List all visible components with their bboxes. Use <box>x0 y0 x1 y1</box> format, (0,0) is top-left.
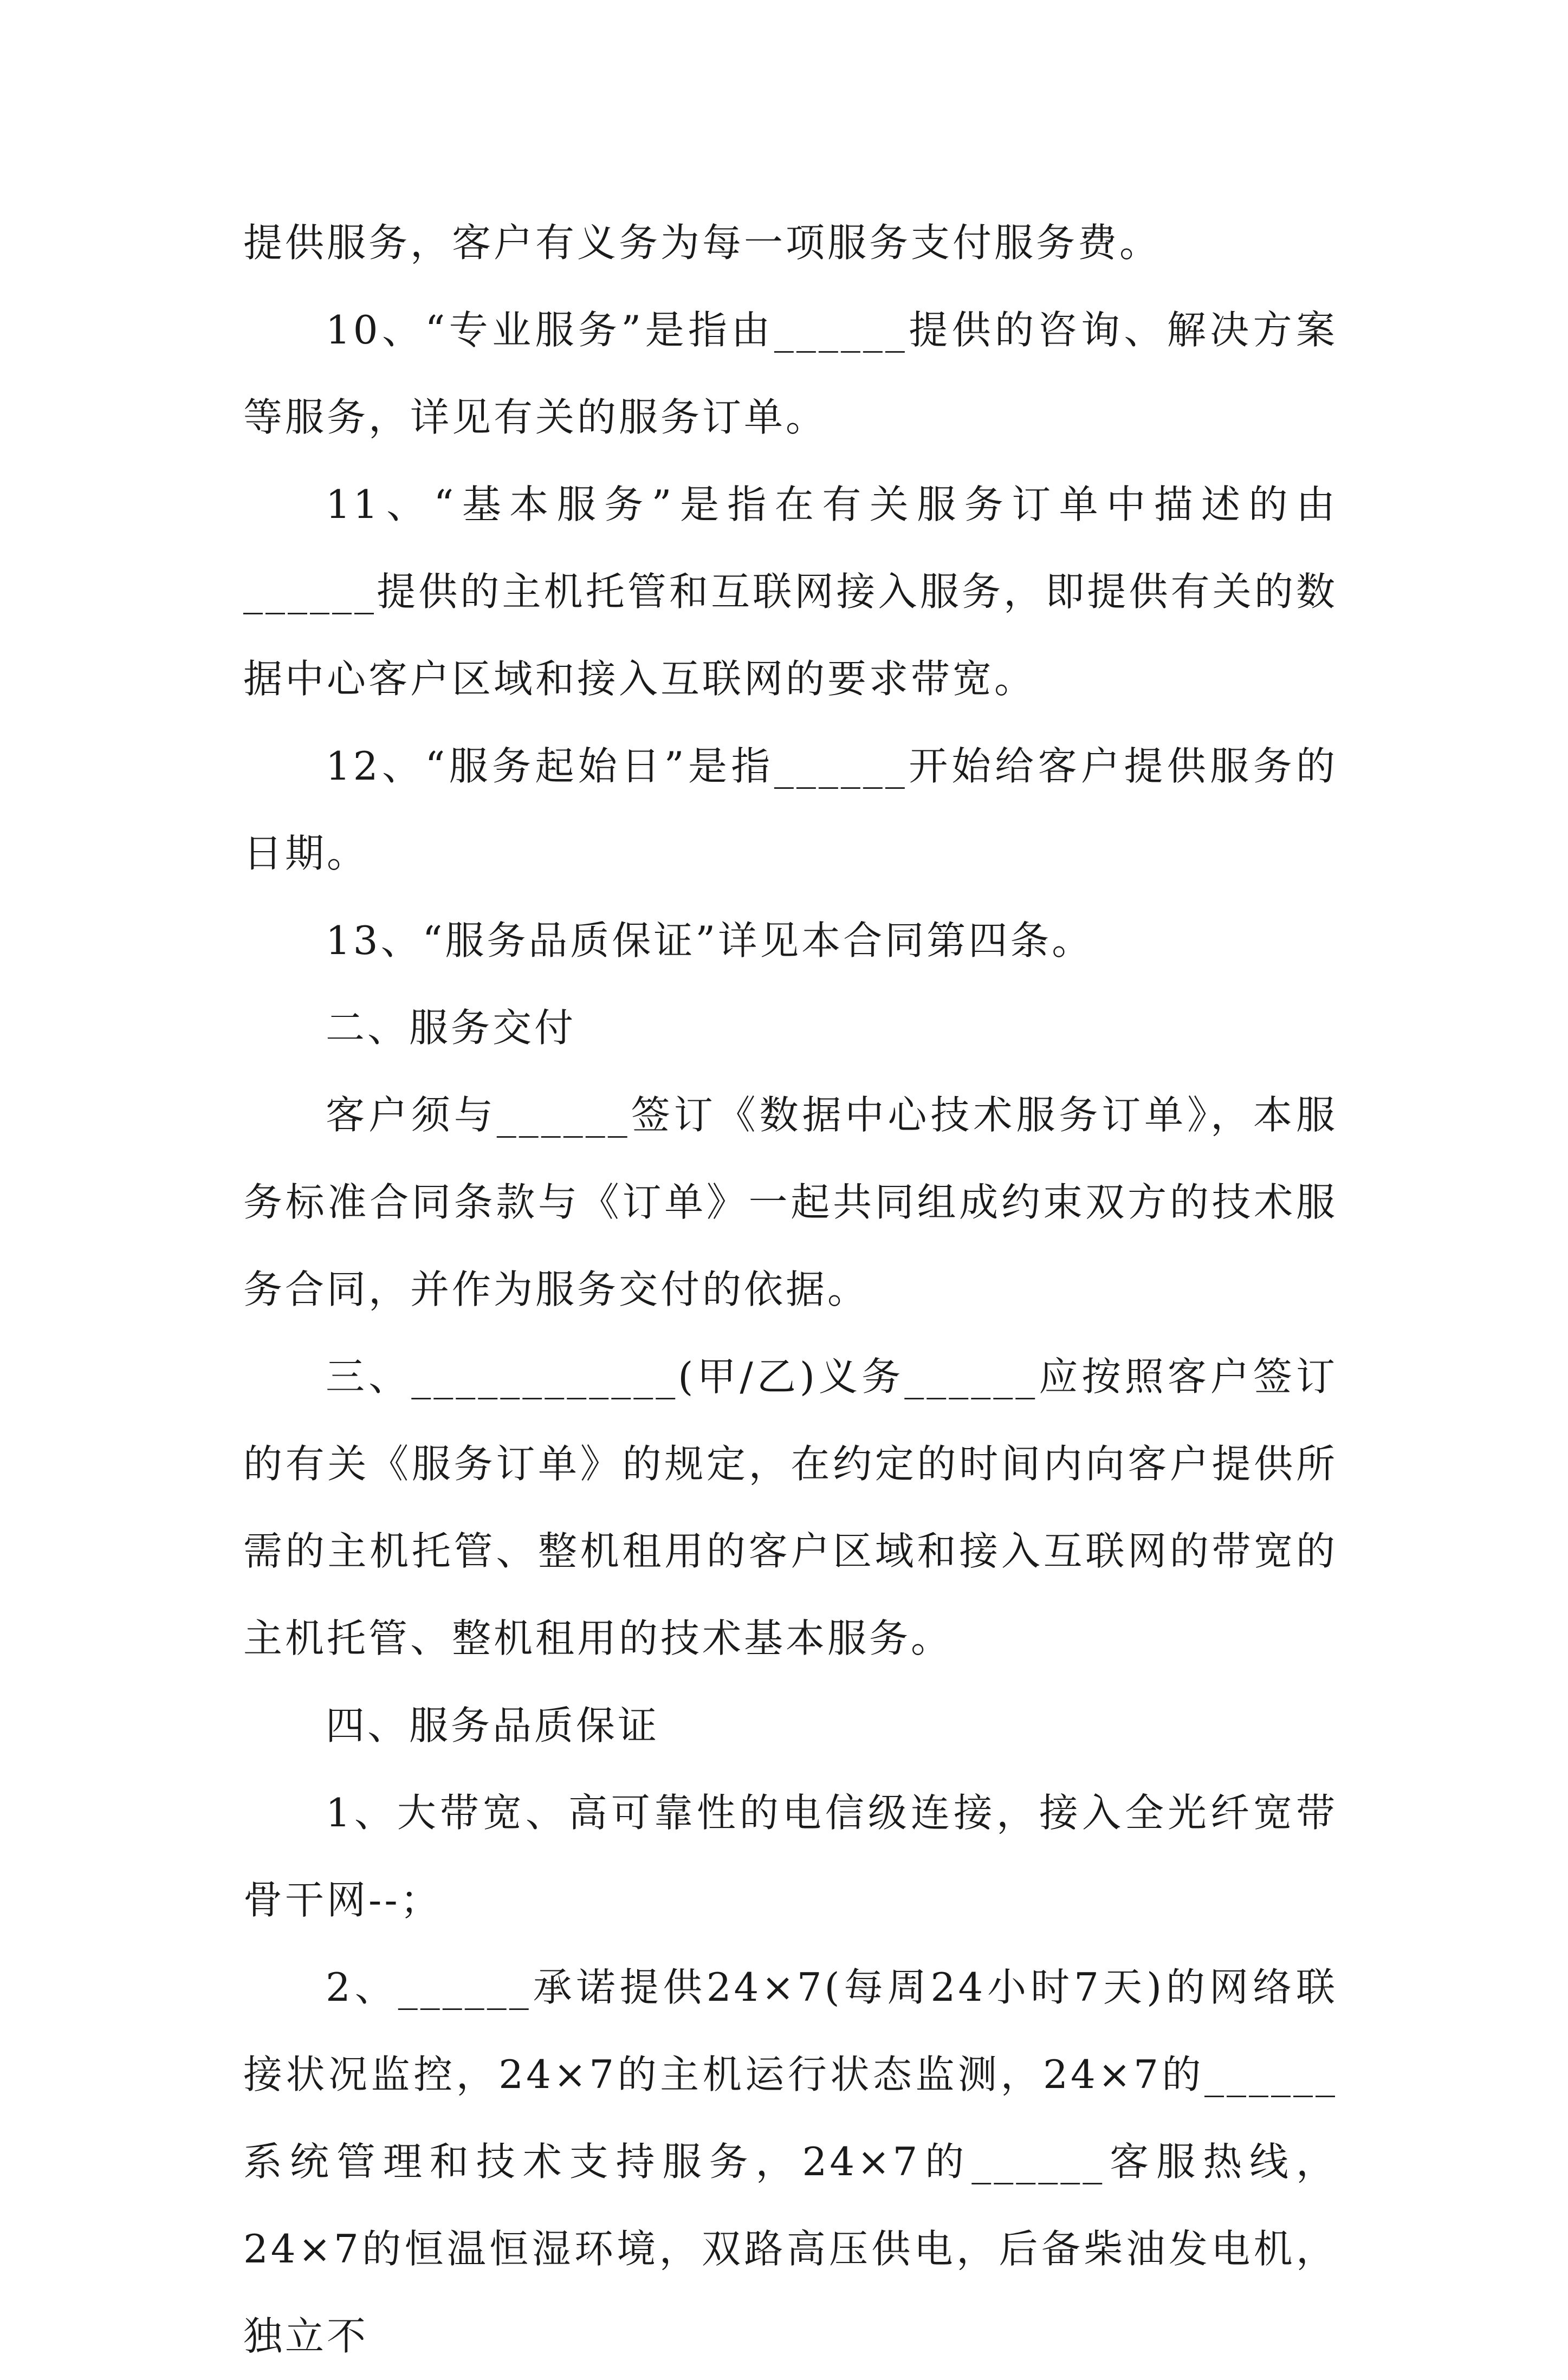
paragraph: 客户须与______签订《数据中心技术服务订单》，本服务标准合同条款与《订单》一起共同组成约束双方的技术服务合同，并作为服务交付的依据。 <box>243 1092 1338 1312</box>
paragraph: 2、______承诺提供24×7(每周24小时7天)的网络联接状况监控，24×7的主机运行状态监测，24×7的______系统管理和技术支持服务，24×7的______客服热线，24×7的恒温恒湿环境，双路高压供电，后备柴油发电机，独立不 <box>243 1964 1338 2359</box>
paragraph: 10、“专业服务”是指由______提供的咨询、解决方案等服务，详见有关的服务订单。 <box>243 307 1338 440</box>
section-heading: 二、服务交付 <box>326 1005 576 1050</box>
document-body <box>243 199 1338 2380</box>
paragraph: 12、“服务起始日”是指______开始给客户提供服务的日期。 <box>243 743 1338 876</box>
section-heading: 四、服务品质保证 <box>326 1703 660 1748</box>
paragraph: 11、“基本服务”是指在有关服务订单中描述的由______提供的主机托管和互联网接入服务，即提供有关的数据中心客户区域和接入互联网的要求带宽。 <box>243 482 1338 702</box>
section-paragraph: 三、____________(甲/乙)义务______应按照客户签订的有关《服务订单》的规定，在约定的时间内向客户提供所需的主机托管、整机租用的客户区域和接入互联网的带宽的主机托管、整机租用的技术基本服务。 <box>243 1354 1338 1661</box>
paragraph: 13、“服务品质保证”详见本合同第四条。 <box>326 918 1094 963</box>
paragraph: 1、大带宽、高可靠性的电信级连接，接入全光纤宽带骨干网--； <box>243 1790 1338 1923</box>
paragraph: 提供服务，客户有义务为每一项服务支付服务费。 <box>243 220 1162 265</box>
